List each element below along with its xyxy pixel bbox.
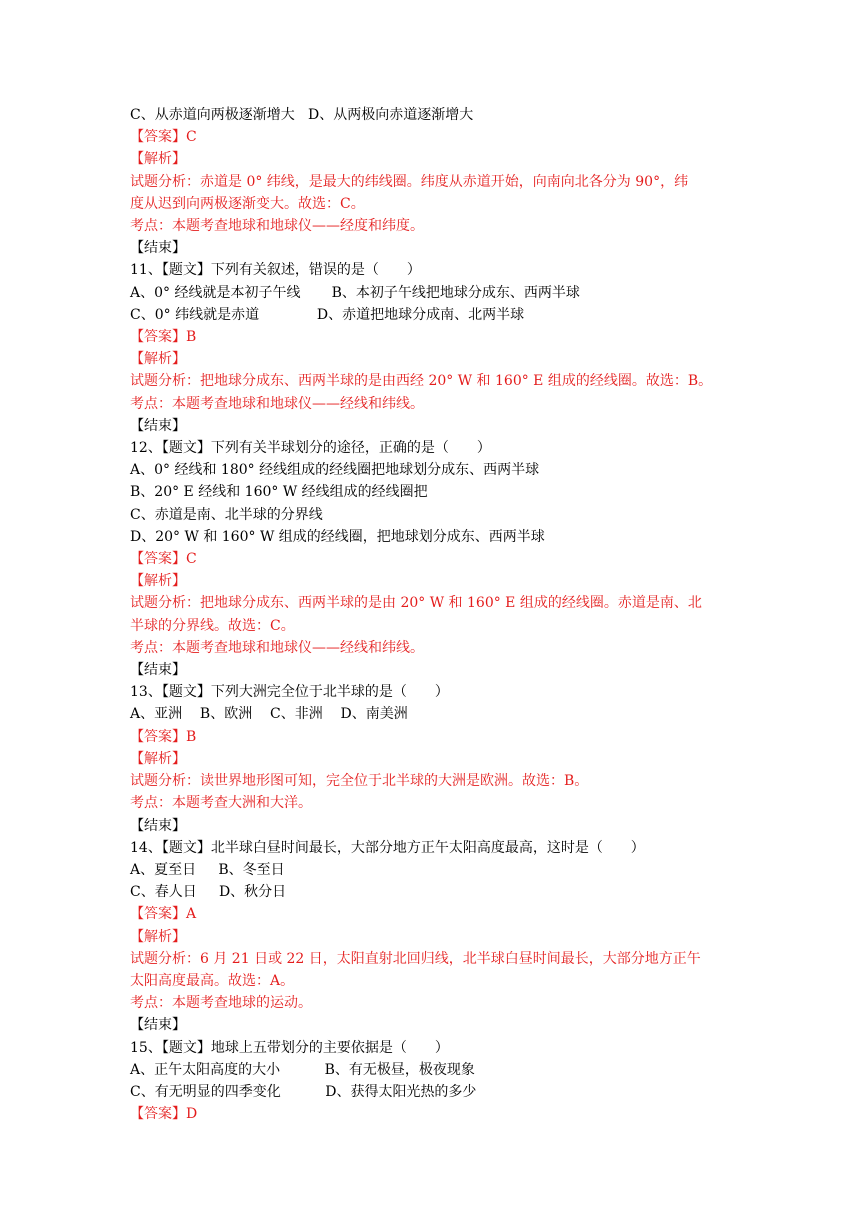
question-11-title: 11、【题文】下列有关叙述，错误的是（ ） <box>130 262 421 279</box>
analysis-text: 半球的分界线。故选：C。 <box>130 617 295 634</box>
analysis-heading: 【解析】 <box>130 151 186 168</box>
end-marker: 【结束】 <box>130 662 186 679</box>
end-marker: 【结束】 <box>130 1017 186 1034</box>
analysis-heading: 【解析】 <box>130 351 186 368</box>
topic-note: 考点：本题考查地球的运动。 <box>130 995 312 1012</box>
analysis-text: 试题分析：读世界地形图可知，完全位于北半球的大洲是欧洲。故选：B。 <box>130 773 589 790</box>
answer-line: 【答案】B <box>130 728 197 745</box>
analysis-text: 太阳高度最高。故选：A。 <box>130 972 295 989</box>
answer-line: 【答案】B <box>130 329 197 346</box>
end-marker: 【结束】 <box>130 240 186 257</box>
option-line: A、夏至日 B、冬至日 <box>130 861 285 878</box>
question-14-title: 14、【题文】北半球白昼时间最长，大部分地方正午太阳高度最高，这时是（ ） <box>130 839 645 856</box>
option-line: A、0° 经线就是本初子午线 B、本初子午线把地球分成东、西两半球 <box>130 284 580 301</box>
option-line: A、亚洲 B、欧洲 C、非洲 D、南美洲 <box>130 706 408 723</box>
topic-note: 考点：本题考查大洲和大洋。 <box>130 795 312 812</box>
topic-note: 考点：本题考查地球和地球仪——经线和纬线。 <box>130 639 424 656</box>
analysis-heading: 【解析】 <box>130 750 186 767</box>
option-line: C、0° 纬线就是赤道 D、赤道把地球分成南、北两半球 <box>130 306 525 323</box>
answer-line: 【答案】C <box>130 129 197 146</box>
option-line: C、春人日 D、秋分日 <box>130 884 287 901</box>
answer-line: 【答案】D <box>130 1106 198 1123</box>
option-line: D、20° W 和 160° W 组成的经线圈，把地球划分成东、西两半球 <box>130 528 545 545</box>
analysis-heading: 【解析】 <box>130 573 186 590</box>
option-line: A、0° 经线和 180° 经线组成的经线圈把地球划分成东、西两半球 <box>130 462 540 479</box>
analysis-text: 试题分析：把地球分成东、西两半球的是由西经 20° W 和 160° E 组成的经线圈。故选：B。 <box>130 373 713 390</box>
question-12-title: 12、【题文】下列有关半球划分的途径，正确的是（ ） <box>130 440 491 457</box>
question-13-title: 13、【题文】下列大洲完全位于北半球的是（ ） <box>130 684 449 701</box>
option-line: C、有无明显的四季变化 D、获得太阳光热的多少 <box>130 1083 477 1100</box>
answer-line: 【答案】A <box>130 906 197 923</box>
analysis-text: 度从迟到向两极逐渐变大。故选：C。 <box>130 195 365 212</box>
question-15-title: 15、【题文】地球上五带划分的主要依据是（ ） <box>130 1039 449 1056</box>
option-line: A、正午太阳高度的大小 B、有无极昼，极夜现象 <box>130 1061 475 1078</box>
document-page <box>130 104 730 1125</box>
answer-line: 【答案】C <box>130 551 197 568</box>
analysis-text: 试题分析：把地球分成东、西两半球的是由 20° W 和 160° E 组成的经线圈。赤道是南、北 <box>130 595 702 612</box>
topic-note: 考点：本题考查地球和地球仪——经线和纬线。 <box>130 395 424 412</box>
end-marker: 【结束】 <box>130 817 186 834</box>
end-marker: 【结束】 <box>130 417 186 434</box>
analysis-text: 试题分析：6 月 21 日或 22 日，太阳直射北回归线，北半球白昼时间最长，大部分地方正午 <box>130 950 701 967</box>
option-line: C、从赤道向两极逐渐增大 D、从两极向赤道逐渐增大 <box>130 107 474 123</box>
option-line: C、赤道是南、北半球的分界线 <box>130 506 323 523</box>
option-line: B、20° E 经线和 160° W 经线组成的经线圈把 <box>130 484 428 501</box>
analysis-heading: 【解析】 <box>130 928 186 945</box>
topic-note: 考点：本题考查地球和地球仪——经度和纬度。 <box>130 218 424 235</box>
analysis-text: 试题分析：赤道是 0° 纬线，是最大的纬线圈。纬度从赤道开始，向南向北各分为 90°，纬 <box>130 173 689 190</box>
